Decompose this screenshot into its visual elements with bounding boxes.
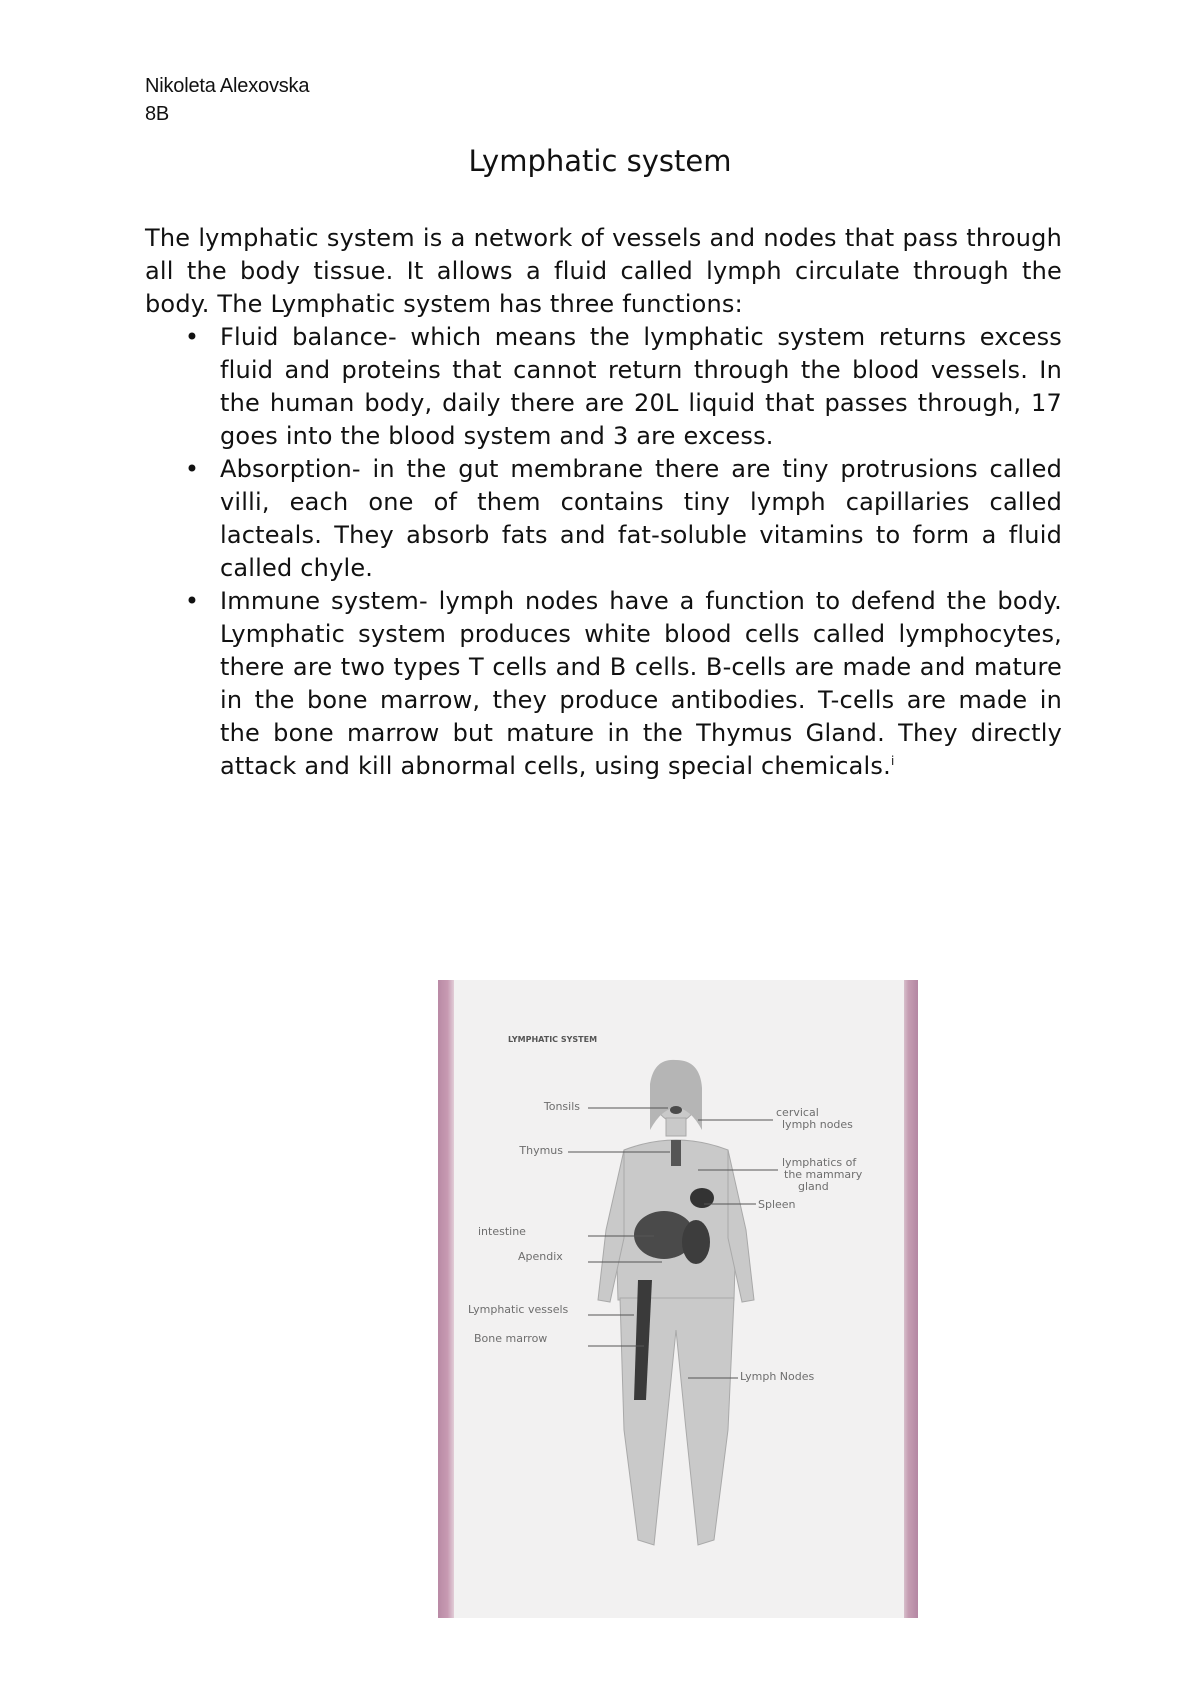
functions-list xyxy=(145,321,1062,783)
sheet-title: LYMPHATIC SYSTEM xyxy=(508,1035,598,1044)
list-item xyxy=(184,453,1062,585)
footnote-marker: i xyxy=(890,754,895,768)
function-fluid-balance: Fluid balance- which means the lymphatic system returns excess fluid and proteins that cannot return through the blood vessels. In the human body, daily there are 20L liquid that passes through, 17 goes into the blood system and 3 are excess. xyxy=(220,323,1062,450)
label-mammary-line1: lymphatics of xyxy=(782,1156,857,1169)
lymphatic-diagram xyxy=(438,980,918,1618)
label-thymus: Thymus xyxy=(519,1144,563,1157)
label-cervical-line2: lymph nodes xyxy=(782,1118,853,1131)
class-name: 8B xyxy=(145,103,170,125)
page-title: Lymphatic system xyxy=(468,144,732,178)
label-cervical-line1: cervical xyxy=(776,1106,819,1119)
function-immune-system: Immune system- lymph nodes have a function to defend the body. Lymphatic system produces white blood cells called lymphocytes, there are two types T cells and B cells. B-cells are made and mature in the bone marrow, they produce antibodies. T-cells are made in the bone marrow but mature in the Thymus Gland. They directly attack and kill abnormal cells, using special chemicals. xyxy=(220,587,1062,780)
label-lymph-nodes: Lymph Nodes xyxy=(740,1370,815,1383)
bullet-icon: • xyxy=(184,587,200,615)
label-bone-marrow: Bone marrow xyxy=(474,1332,548,1345)
label-intestine: intestine xyxy=(478,1225,526,1238)
diagram-photo xyxy=(438,980,918,1618)
label-spleen: Spleen xyxy=(758,1198,796,1211)
colon-shape xyxy=(682,1220,710,1264)
label-mammary-line2: the mammary xyxy=(784,1168,863,1181)
label-mammary-line3: gland xyxy=(798,1180,829,1193)
intro-paragraph: The lymphatic system is a network of vessels and nodes that pass through all the body tissue. It allows a fluid called lymph circulate through the body. The Lymphatic system has three functions: xyxy=(145,224,1062,318)
author-name: Nikoleta Alexovska xyxy=(145,75,310,97)
label-appendix: Apendix xyxy=(518,1250,563,1263)
function-absorption: Absorption- in the gut membrane there are tiny protrusions called villi, each one of them contains tiny lymph capillaries called lacteals. They absorb fats and fat-soluble vitamins to form a fluid called chyle. xyxy=(220,455,1062,582)
list-item xyxy=(184,321,1062,453)
list-item xyxy=(184,585,1062,783)
tonsils-shape xyxy=(670,1106,682,1114)
bullet-icon: • xyxy=(184,323,200,351)
document-body xyxy=(145,222,1062,783)
spleen-shape xyxy=(690,1188,714,1208)
bullet-icon: • xyxy=(184,455,200,483)
label-tonsils: Tonsils xyxy=(543,1100,580,1113)
label-lymphatic-vessels: Lymphatic vessels xyxy=(468,1303,569,1316)
document-header xyxy=(145,72,309,128)
thymus-shape xyxy=(671,1140,681,1166)
